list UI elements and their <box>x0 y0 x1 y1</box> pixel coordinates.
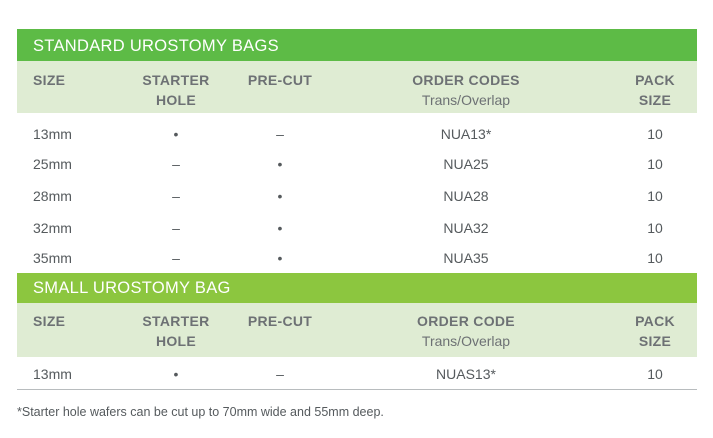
header-size: SIZE <box>33 72 66 88</box>
standard-column-headers <box>17 61 697 113</box>
small-column-headers <box>17 303 697 357</box>
header-pack-size: PACK SIZE <box>635 313 675 349</box>
header-starter-hole: STARTER HOLE <box>142 313 210 349</box>
standard-section-title: STANDARD UROSTOMY BAGS <box>17 29 697 61</box>
header-starter-hole: STARTER HOLE <box>142 72 210 108</box>
table-divider <box>17 389 697 390</box>
small-section-title: SMALL UROSTOMY BAG <box>17 273 697 303</box>
header-order-code: ORDER CODE Trans/Overlap <box>417 313 515 349</box>
table-row: 35mm – • NUA35 10 <box>33 250 663 266</box>
product-table <box>17 29 697 390</box>
header-pre-cut: PRE-CUT <box>247 72 313 88</box>
header-size: SIZE <box>33 313 66 329</box>
table-row: 13mm • – NUA13* 10 <box>33 126 663 142</box>
header-pre-cut: PRE-CUT <box>247 313 313 329</box>
table-row: 28mm – • NUA28 10 <box>33 188 663 204</box>
table-row: 25mm – • NUA25 10 <box>33 156 663 172</box>
header-pack-size: PACK SIZE <box>635 72 675 108</box>
table-row: 13mm • – NUAS13* 10 <box>33 366 663 382</box>
footnote: *Starter hole wafers can be cut up to 70mm wide and 55mm deep. <box>17 405 384 419</box>
table-row: 32mm – • NUA32 10 <box>33 220 663 236</box>
header-order-codes: ORDER CODES Trans/Overlap <box>412 72 520 108</box>
